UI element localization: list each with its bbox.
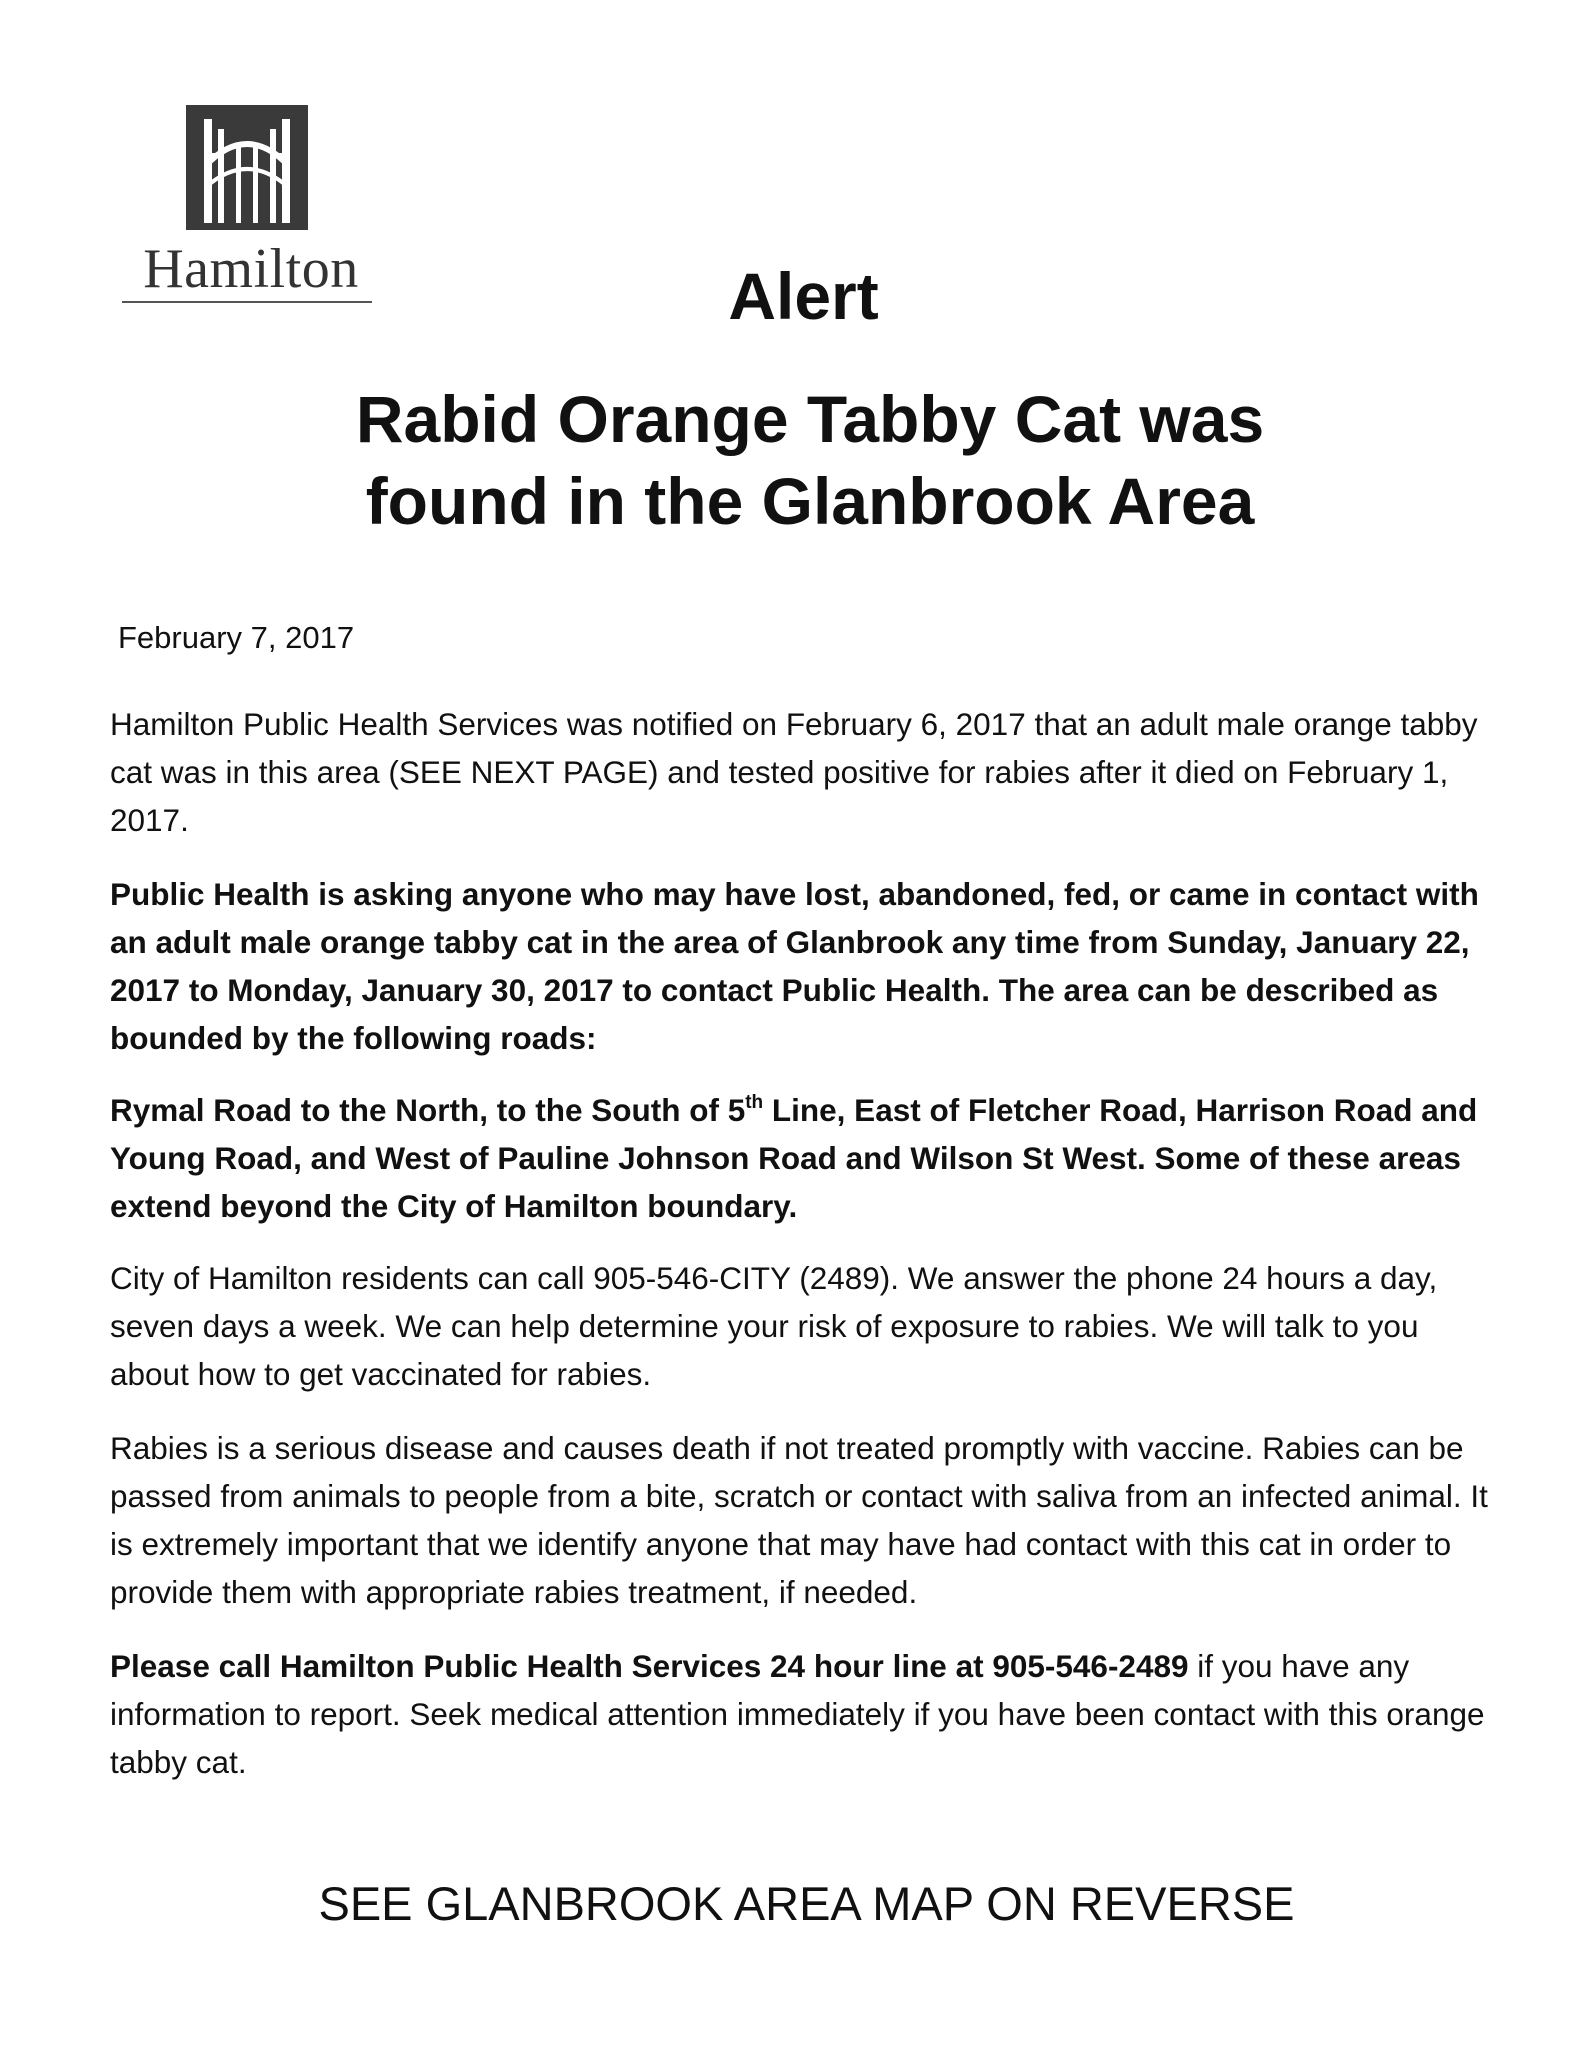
- hamilton-city-logo-icon: [186, 105, 308, 230]
- paragraph-notification: Hamilton Public Health Services was notified on February 6, 2017 that an adult male orange tabby cat was in this area (SEE NEXT PAGE) and tested positive for rabies after it died on February 1, 2017.: [110, 706, 1478, 838]
- paragraph-residents-call: City of Hamilton residents can call 905-546-CITY (2489). We answer the phone 24 hours a day, seven days a week. We can help determine your risk of exposure to rabies. We will talk to you about how to get vaccinated for rabies.: [110, 1260, 1438, 1392]
- paragraph-boundaries: [110, 1086, 1490, 1230]
- ordinal-suffix: th: [745, 1091, 764, 1113]
- headline-line-2: found in the Glanbrook Area: [365, 464, 1255, 538]
- alert-title: Alert: [728, 259, 879, 333]
- boundaries-text-end: Line, East of Fletcher Road, Harrison Road and Young Road, and West of Pauline Johnson Road and Wilson St West. Some of these areas extend beyond the City of Hamilton boundary.: [110, 1092, 1478, 1224]
- paragraph-request: Public Health is asking anyone who may have lost, abandoned, fed, or came in contact with an adult male orange tabby cat in the area of Glanbrook any time from Sunday, January 22, 2017 to Monday, January 30, 2017 to contact Public Health. The area can be described as bounded by the following roads:: [110, 876, 1479, 1056]
- paragraph-call-to-action: [110, 1642, 1490, 1786]
- document-body: [110, 700, 1490, 1812]
- headline-line-1: Rabid Orange Tabby Cat was: [355, 382, 1265, 456]
- call-to-action-bold: Please call Hamilton Public Health Services 24 hour line at 905-546-2489: [110, 1648, 1189, 1684]
- paragraph-rabies-info: Rabies is a serious disease and causes death if not treated promptly with vaccine. Rabies can be passed from animals to people from a bite, scratch or contact with saliva from an infected animal. It is extremely important that we identify anyone that may have had contact with this cat in order to provide them with appropriate rabies treatment, if needed.: [110, 1430, 1488, 1610]
- boundaries-text-start: Rymal Road to the North, to the South of 5: [110, 1092, 746, 1128]
- see-map-note: SEE GLANBROOK AREA MAP ON REVERSE: [318, 1877, 1295, 1930]
- logo-wordmark: Hamilton: [143, 238, 359, 300]
- call-to-action-rest: if you have any information to report. Seek medical attention immediately if you have been contact with this orange tabby cat.: [110, 1648, 1485, 1780]
- headline: [210, 378, 1410, 542]
- document-date: February 7, 2017: [118, 620, 355, 655]
